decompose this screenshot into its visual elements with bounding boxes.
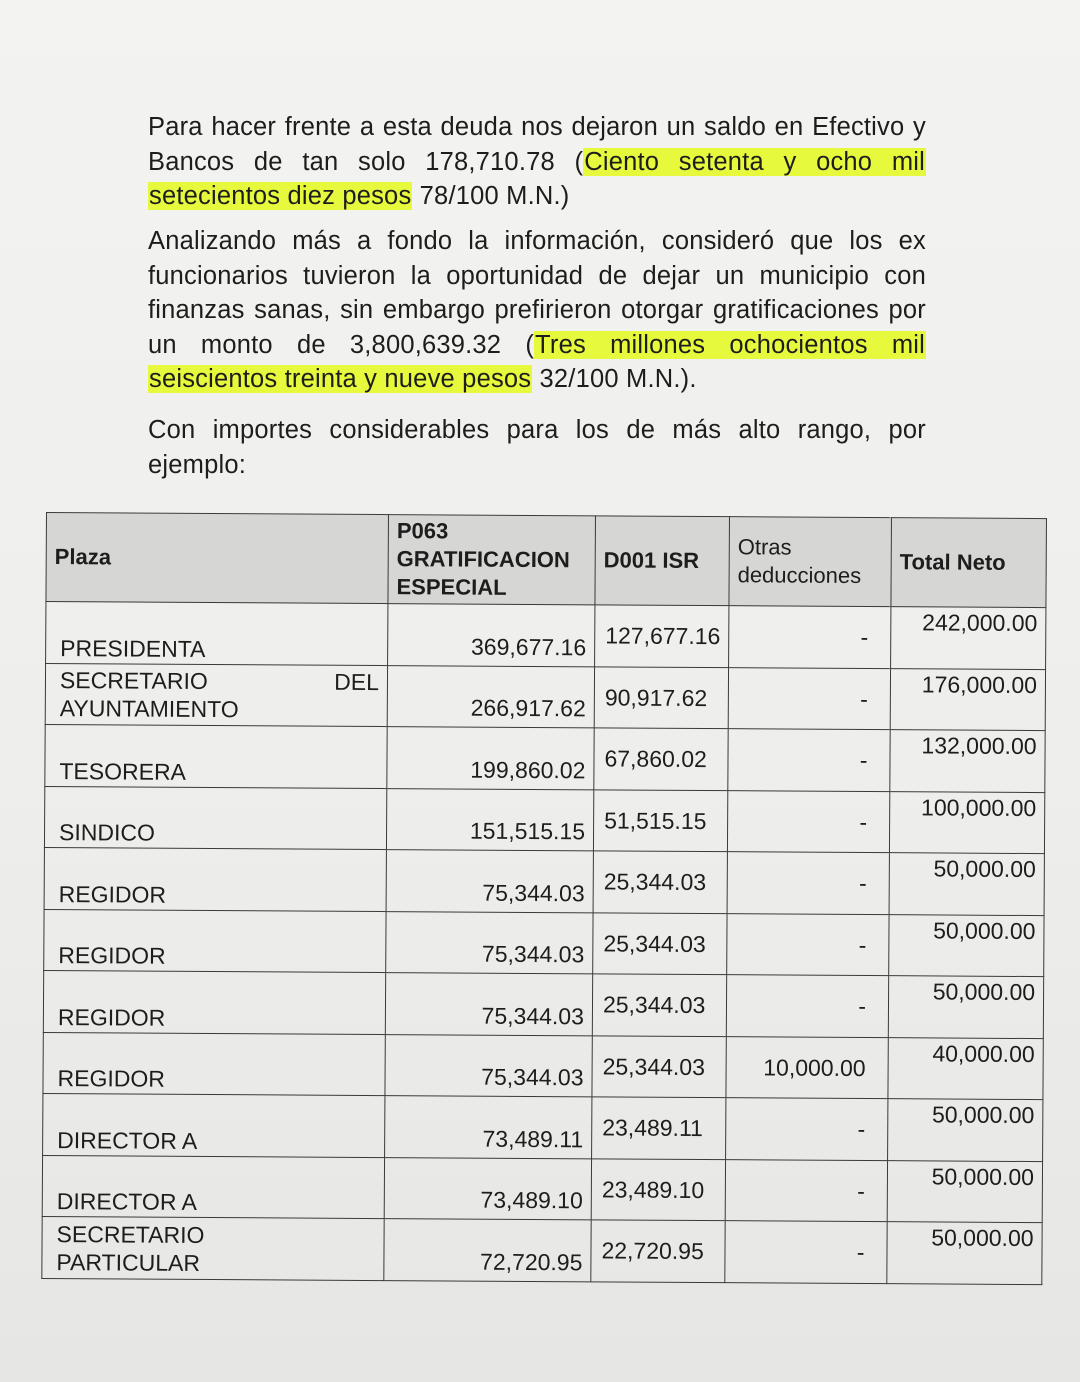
- cell-gratificacion: 72,720.95: [384, 1219, 591, 1282]
- header-gratificacion-line1: P063: [396, 518, 449, 544]
- cell-gratificacion: 266,917.62: [387, 665, 594, 728]
- cell-plaza-word: DEL: [334, 668, 380, 696]
- cell-gratificacion: 75,344.03: [386, 911, 593, 974]
- cell-plaza-line1: [60, 666, 379, 696]
- cell-plaza: SINDICO: [44, 786, 386, 850]
- cell-total: 40,000.00: [888, 1037, 1043, 1099]
- cell-otras: -: [726, 975, 888, 1037]
- cell-gratificacion: 75,344.03: [385, 973, 592, 1036]
- cell-otras: -: [729, 606, 891, 668]
- header-otras-line2: deducciones: [737, 562, 862, 588]
- cell-isr: 25,344.03: [592, 974, 726, 1036]
- cell-plaza: [45, 663, 387, 727]
- cell-plaza: DIRECTOR A: [43, 1093, 385, 1157]
- cell-plaza: DIRECTOR A: [42, 1155, 384, 1219]
- cell-isr: 25,344.03: [593, 851, 727, 913]
- table-row: [46, 602, 1046, 670]
- header-gratificacion-line3: ESPECIAL: [396, 574, 507, 600]
- paragraph-gratificaciones-tail: 32/100 M.N.).: [532, 365, 697, 393]
- cell-isr: 51,515.15: [593, 789, 727, 851]
- table-row: [44, 786, 1044, 854]
- cell-total: 132,000.00: [890, 730, 1045, 792]
- cell-isr: 22,720.95: [591, 1220, 725, 1282]
- highlighted-amount-words: Ciento setenta y ocho mil setecientos diez pesos: [149, 147, 925, 210]
- cell-gratificacion: 151,515.15: [386, 788, 593, 851]
- cell-total: 50,000.00: [887, 1160, 1042, 1222]
- table-row: [43, 1032, 1043, 1100]
- cell-plaza: [42, 1216, 384, 1280]
- cell-total: 50,000.00: [887, 1222, 1042, 1284]
- cell-isr: 127,677.16: [595, 605, 729, 667]
- cell-total: 50,000.00: [888, 1099, 1043, 1161]
- header-gratificacion: [388, 515, 596, 605]
- table-row: [42, 1216, 1042, 1284]
- cell-total: 176,000.00: [890, 668, 1045, 730]
- cell-otras: -: [727, 913, 889, 975]
- table-row: [44, 909, 1044, 977]
- cell-plaza-line2: AYUNTAMIENTO: [59, 695, 239, 723]
- paragraph-gratificaciones: [148, 224, 926, 397]
- cell-plaza-line1: SECRETARIO: [56, 1220, 205, 1248]
- cell-gratificacion: 75,344.03: [385, 1034, 592, 1097]
- paragraph-saldo-text: Para hacer frente a esta deuda nos dejaron un saldo en Efectivo y Bancos de tan solo 178,710.78 (: [148, 113, 926, 176]
- cell-plaza-line2: PARTICULAR: [56, 1248, 201, 1276]
- cell-otras: -: [728, 667, 890, 729]
- header-otras-deducciones: [729, 517, 892, 607]
- cell-isr: 25,344.03: [593, 912, 727, 974]
- paragraph-gratificaciones-text: Analizando más a fondo la información, consideró que los ex funcionarios tuvieron la oportunidad de dejar un municipio con finanzas sanas, sin embargo prefirieron otorgar gratificaciones por un monto de 3,800,639.32 (: [148, 227, 926, 359]
- cell-total: 100,000.00: [889, 791, 1044, 853]
- paragraph-ejemplo: Con importes considerables para los de más alto rango, por ejemplo:: [148, 416, 926, 479]
- cell-plaza: TESORERA: [45, 724, 387, 788]
- cell-isr: 67,860.02: [594, 728, 728, 790]
- cell-plaza: REGIDOR: [44, 909, 386, 973]
- cell-plaza-word: SECRETARIO: [59, 667, 208, 694]
- cell-total: 242,000.00: [891, 607, 1046, 669]
- cell-gratificacion: 75,344.03: [386, 850, 593, 913]
- cell-otras: -: [727, 852, 889, 914]
- cell-isr: 25,344.03: [592, 1035, 726, 1097]
- table-row: [43, 970, 1043, 1038]
- cell-otras: -: [727, 790, 889, 852]
- table-row: [45, 724, 1045, 792]
- highlighted-amount-words: Tres millones ochocientos mil seiscientos treinta y nueve pesos: [149, 330, 925, 393]
- gratificaciones-table: [41, 512, 1047, 1285]
- cell-plaza: PRESIDENTA: [46, 602, 388, 666]
- cell-otras: -: [725, 1159, 887, 1221]
- cell-plaza: REGIDOR: [43, 1032, 385, 1096]
- table-row: [44, 847, 1044, 915]
- paragraph-saldo: [148, 110, 926, 214]
- header-plaza: Plaza: [46, 513, 389, 604]
- cell-plaza: REGIDOR: [43, 970, 385, 1034]
- header-otras-line1: Otras: [737, 534, 792, 560]
- cell-gratificacion: 73,489.10: [384, 1157, 591, 1220]
- cell-total: 50,000.00: [888, 976, 1043, 1038]
- gratificaciones-table-wrapper: [41, 512, 1046, 1285]
- cell-total: 50,000.00: [889, 853, 1044, 915]
- header-gratificacion-line2: GRATIFICACION: [396, 546, 570, 573]
- cell-isr: 23,489.10: [591, 1158, 725, 1220]
- cell-gratificacion: 73,489.11: [385, 1096, 592, 1159]
- header-total-neto: Total Neto: [891, 518, 1047, 608]
- cell-otras: -: [728, 729, 890, 791]
- cell-isr: 90,917.62: [594, 666, 728, 728]
- cell-otras: -: [725, 1221, 887, 1283]
- cell-otras: 10,000.00: [726, 1036, 888, 1098]
- table-row: [42, 1155, 1042, 1223]
- table-row: [45, 663, 1045, 731]
- header-isr: D001 ISR: [595, 516, 730, 606]
- cell-otras: -: [726, 1098, 888, 1160]
- cell-gratificacion: 199,860.02: [387, 727, 594, 790]
- table-header-row: [46, 513, 1047, 608]
- cell-total: 50,000.00: [889, 914, 1044, 976]
- paragraph-saldo-tail: 78/100 M.N.): [412, 182, 570, 210]
- table-row: [43, 1093, 1043, 1161]
- cell-isr: 23,489.11: [592, 1097, 726, 1159]
- cell-plaza: REGIDOR: [44, 847, 386, 911]
- cell-gratificacion: 369,677.16: [388, 604, 595, 667]
